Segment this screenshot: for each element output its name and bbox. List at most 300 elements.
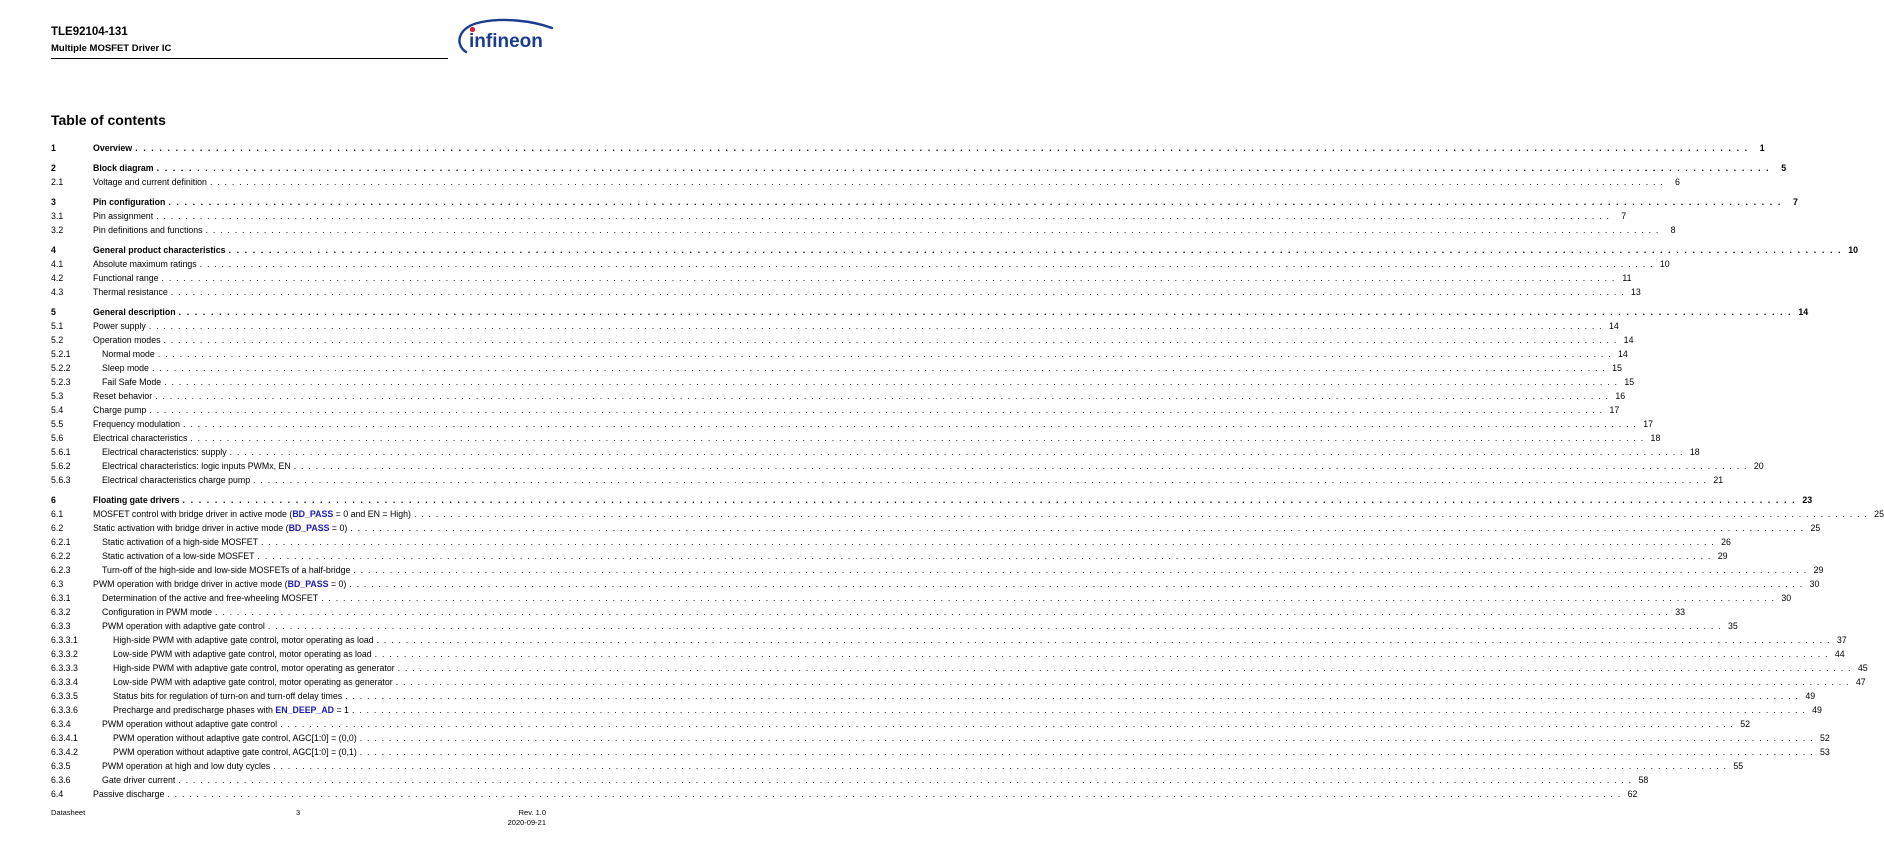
toc-entry-title-text: Sleep mode (102, 363, 149, 373)
toc-entry-title (113, 675, 396, 689)
toc-entry-page: 7 (1793, 197, 1798, 207)
toc-leader-dots: . . . . . . . . . . . . . . . . . . . . . . . . . . . . . . . . . . . . . . . . . . . . . . . . . . . . . . . . . . . . . . . . . . . . . . . . . . . . . . . . . . . . . . . . . . . . . . . . . . . . . . . . . . . . . . . . . . . . . . . . . . . . . . . . . . . . . . . . . . . . . . . . . . . . . . . . . . . . . . . . . . . . . . . . . . . . . . . . . . . . . . . . . . . . . . . . . . . . . . . . (199, 259, 1654, 269)
toc-entry-number: 6.3.3 (51, 621, 71, 631)
toc-entry-number: 6.3.2 (51, 607, 71, 617)
toc-entry[interactable] (51, 591, 1792, 605)
table-of-contents (51, 141, 1884, 801)
toc-entry[interactable] (51, 175, 1680, 189)
toc-leader-dots: . . . . . . . . . . . . . . . . . . . . . . . . . . . . . . . . . . . . . . . . . . . . . . . . . . . . . . . . . . . . . . . . . . . . . . . . . . . . . . . . . . . . . . . . . . . . . . . . . . . . . . . . . . . . . . . . . . . . . . . . . . . . . . . . . . . . . . . . . . . . . . . . . . . . . . . . . . . . . . . . . . . . . . . . . . . . . . . . . . . . . . . . . . . . . . . . . . . . . . . . (359, 733, 1814, 743)
toc-entry-page: 55 (1733, 761, 1744, 771)
toc-entry-number: 6.2.2 (51, 551, 71, 561)
toc-entry-number: 6.3 (51, 579, 64, 589)
toc-entry[interactable] (51, 445, 1700, 459)
toc-entry-title-line (102, 759, 1744, 773)
toc-entry-title-text: PWM operation with adaptive gate control (102, 621, 265, 631)
toc-leader-dots: . . . . . . . . . . . . . . . . . . . . . . . . . . . . . . . . . . . . . . . . . . . . . . . . . . . . . . . . . . . . . . . . . . . . . . . . . . . . . . . . . . . . . . . . . . . . . . . . . . . . . . . . . . . . . . . . . . . . . . . . . . . . . . . . . . . . . . . . . . . . . . . . . . . . . . . . . . . . . . . . . . . . . . . . . . . . . . . . . . . . . . . . . . . . . . . . . . . . . . . . (395, 677, 1850, 687)
toc-entry-title-line (93, 285, 1641, 299)
toc-entry-number: 6 (51, 495, 56, 505)
toc-leader-dots: . . . . . . . . . . . . . . . . . . . . . . . . . . . . . . . . . . . . . . . . . . . . . . . . . . . . . . . . . . . . . . . . . . . . . . . . . . . . . . . . . . . . . . . . . . . . . . . . . . . . . . . . . . . . . . . . . . . . . . . . . . . . . . . . . . . . . . . . . . . . . . . . . . . . . . . . . . . . . . . . . . . . . . . . . . . . . . . . . . . . . . . . . . . . . . . . . . . . . . . . (168, 197, 1782, 207)
toc-entry-title-text: PWM operation with bridge driver in active mode ( (93, 579, 288, 589)
toc-entry[interactable] (51, 361, 1622, 375)
toc-entry-page: 35 (1728, 621, 1738, 631)
toc-entry-number: 6.3.5 (51, 761, 71, 771)
toc-entry-page: 18 (1650, 433, 1661, 443)
toc-leader-dots: . . . . . . . . . . . . . . . . . . . . . . . . . . . . . . . . . . . . . . . . . . . . . . . . . . . . . . . . . . . . . . . . . . . . . . . . . . . . . . . . . . . . . . . . . . . . . . . . . . . . . . . . . . . . . . . . . . . . . . . . . . . . . . . . . . . . . . . . . . . . . . . . . . . . . . . . . . . . . . . . . . . . . . . . . . . . . . . . . . . . . . . . . . . . . . . . . . . . . . . . (170, 287, 1625, 297)
toc-entry-page: 14 (1618, 349, 1628, 359)
toc-entry-title-text: Pin configuration (93, 197, 166, 207)
toc-entry-number: 6.3.4.2 (51, 747, 78, 757)
toc-leader-dots: . . . . . . . . . . . . . . . . . . . . . . . . . . . . . . . . . . . . . . . . . . . . . . . . . . . . . . . . . . . . . . . . . . . . . . . . . . . . . . . . . . . . . . . . . . . . . . . . . . . . . . . . . . . . . . . . . . . . . . . . . . . . . . . . . . . . . . . . . . . . . . . . . . . . . . . . . . . . . . . . . . . . . . . . . . . . . . . . . . . . . . . . . . . . . . . . . . . . . . . . (156, 163, 1771, 173)
toc-entry-title (93, 521, 350, 535)
logo-text: infineon (469, 31, 543, 52)
footer-rev: Rev. 1.0 (518, 808, 546, 817)
toc-entry-title-text: Charge pump (93, 405, 147, 415)
toc-entry-number: 1 (51, 143, 56, 153)
toc-entry-page: 25 (1874, 509, 1884, 519)
toc-entry-number: 6.3.3.6 (51, 705, 78, 715)
toc-entry[interactable] (51, 773, 1649, 787)
toc-entry[interactable] (51, 209, 1627, 223)
toc-entry-title-line (113, 675, 1866, 689)
toc-entry-number: 6.3.1 (51, 593, 71, 603)
toc-entry-number: 5.5 (51, 419, 64, 429)
toc-entry-title-text: Operation modes (93, 335, 161, 345)
toc-leader-dots: . . . . . . . . . . . . . . . . . . . . . . . . . . . . . . . . . . . . . . . . . . . . . . . . . . . . . . . . . . . . . . . . . . . . . . . . . . . . . . . . . . . . . . . . . . . . . . . . . . . . . . . . . . . . . . . . . . . . . . . . . . . . . . . . . . . . . . . . . . . . . . . . . . . . . . . . . . . . . . . . . . . . . . . . . . . . . . . . . . . . . . . . . . . . . . . . . . . . . . . . (280, 719, 1735, 729)
toc-entry-title-text: Low-side PWM with adaptive gate control, motor operating as generator (113, 677, 393, 687)
toc-entry-title (102, 459, 294, 473)
toc-entry-title-text: High-side PWM with adaptive gate control, motor operating as generator (113, 663, 395, 673)
toc-entry-title (113, 647, 375, 661)
toc-entry-title-line (93, 431, 1661, 445)
toc-entry-title-line (93, 209, 1627, 223)
toc-entry[interactable] (51, 403, 1620, 417)
toc-entry-title (102, 375, 164, 389)
toc-entry-title (102, 773, 178, 787)
toc-entry-page: 23 (1802, 495, 1813, 505)
toc-leader-dots: . . . . . . . . . . . . . . . . . . . . . . . . . . . . . . . . . . . . . . . . . . . . . . . . . . . . . . . . . . . . . . . . . . . . . . . . . . . . . . . . . . . . . . . . . . . . . . . . . . . . . . . . . . . . . . . . . . . . . . . . . . . . . . . . . . . . . . . . . . . . . . . . . . . . . . . . . . . . . . . . . . . . . . . . . . . . . . . . . . . . . . . . . . . . . . . . . . . . . . . . (215, 607, 1669, 617)
toc-entry-title (93, 243, 229, 257)
toc-entry-page: 5 (1781, 163, 1787, 173)
toc-entry-title-line (102, 473, 1724, 487)
register-field-link[interactable]: EN_DEEP_AD (275, 705, 335, 715)
toc-entry-number: 5.6.3 (51, 475, 71, 485)
toc-entry-title-text: PWM operation without adaptive gate control (102, 719, 278, 729)
toc-entry-title-line (113, 647, 1845, 661)
toc-entry[interactable] (51, 731, 1830, 745)
toc-entry-page: 11 (1622, 273, 1632, 283)
toc-entry[interactable] (51, 689, 1816, 703)
toc-entry-title (93, 319, 149, 333)
toc-entry[interactable] (51, 759, 1744, 773)
toc-entry-title-line (113, 731, 1830, 745)
toc-entry-page: 6 (1675, 177, 1680, 187)
toc-entry-title-line (93, 223, 1676, 237)
toc-entry[interactable] (51, 675, 1866, 689)
toc-entry-title (93, 403, 149, 417)
toc-entry-title-text: Thermal resistance (93, 287, 168, 297)
toc-entry-title-line (93, 175, 1680, 189)
toc-entry-title-line (102, 347, 1628, 361)
toc-entry-title (102, 445, 230, 459)
toc-entry[interactable] (51, 647, 1845, 661)
toc-entry-title-suffix: = 1 (334, 705, 349, 715)
toc-leader-dots: . . . . . . . . . . . . . . . . . . . . . . . . . . . . . . . . . . . . . . . . . . . . . . . . . . . . . . . . . . . . . . . . . . . . . . . . . . . . . . . . . . . . . . . . . . . . . . . . . . . . . . . . . . . . . . . . . . . . . . . . . . . . . . . . . . . . . . . . . . . . . . . . . . . . . . . . . . . . . . . . . . . . . . . . . . . . . . . . . . . . . . . . . . . . . . . . . . . . . . . . (376, 635, 1831, 645)
toc-entry-number: 6.3.3.4 (51, 677, 78, 687)
toc-entry-title-suffix: = 0) (328, 579, 347, 589)
toc-entry-page: 47 (1855, 677, 1866, 687)
toc-entry-title (102, 717, 280, 731)
toc-entry[interactable] (51, 745, 1830, 759)
toc-leader-dots: . . . . . . . . . . . . . . . . . . . . . . . . . . . . . . . . . . . . . . . . . . . . . . . . . . . . . . . . . . . . . . . . . . . . . . . . . . . . . . . . . . . . . . . . . . . . . . . . . . . . . . . . . . . . . . . . . . . . . . . . . . . . . . . . . . . . . . . . . . . . . . . . . . . . . . . . . . . . . . . . . . . . . . . . . . . . . . . . . . . . . . . . . . . . . . . . . . . . . . . . (178, 775, 1633, 785)
toc-leader-dots: . . . . . . . . . . . . . . . . . . . . . . . . . . . . . . . . . . . . . . . . . . . . . . . . . . . . . . . . . . . . . . . . . . . . . . . . . . . . . . . . . . . . . . . . . . . . . . . . . . . . . . . . . . . . . . . . . . . . . . . . . . . . . . . . . . . . . . . . . . . . . . . . . . . . . . . . . . . . . . . . . . . . . . . . . . . . . . . . . . . . . . . . . . . . . . . . . . . . . . . . (321, 593, 1776, 603)
toc-leader-dots: . . . . . . . . . . . . . . . . . . . . . . . . . . . . . . . . . . . . . . . . . . . . . . . . . . . . . . . . . . . . . . . . . . . . . . . . . . . . . . . . . . . . . . . . . . . . . . . . . . . . . . . . . . . . . . . . . . . . . . . . . . . . . . . . . . . . . . . . . . . . . . . . . . . . . . . . . . . . . . . . . . . . . . . . . . . . . . . . . . . . . . . . . . . . . . . . . . . . . . . . (257, 551, 1712, 561)
toc-entry-number: 6.3.6 (51, 775, 71, 785)
toc-entry-title-suffix: = 0) (329, 523, 348, 533)
toc-entry-number: 6.1 (51, 509, 64, 519)
toc-entry-page: 25 (1810, 523, 1821, 533)
toc-entry[interactable] (51, 195, 1798, 209)
toc-entry[interactable] (51, 619, 1738, 633)
toc-entry-title-text: General product characteristics (93, 245, 226, 255)
toc-leader-dots: . . . . . . . . . . . . . . . . . . . . . . . . . . . . . . . . . . . . . . . . . . . . . . . . . . . . . . . . . . . . . . . . . . . . . . . . . . . . . . . . . . . . . . . . . . . . . . . . . . . . . . . . . . . . . . . . . . . . . . . . . . . . . . . . . . . . . . . . . . . . . . . . . . . . . . . . . . . . . . . . . . . . . . . . . . . . . . . . . . . . . . . . . . . . . . . . . . . . . . . . (397, 663, 1852, 673)
toc-entry-title (93, 257, 200, 271)
toc-entry-page: 52 (1740, 719, 1751, 729)
toc-leader-dots: . . . . . . . . . . . . . . . . . . . . . . . . . . . . . . . . . . . . . . . . . . . . . . . . . . . . . . . . . . . . . . . . . . . . . . . . . . . . . . . . . . . . . . . . . . . . . . . . . . . . . . . . . . . . . . . . . . . . . . . . . . . . . . . . . . . . . . . . . . . . . . . . . . . . . . . . . . . . . . . . . . . . . . . . . . . . . . . . . . . . . . . . . . . . . . . . . . . . . . . . (151, 363, 1606, 373)
toc-entry-title-text: Static activation of a high-side MOSFET (102, 537, 258, 547)
toc-entry-title-line (93, 271, 1632, 285)
toc-entry-page: 15 (1612, 363, 1622, 373)
toc-entry-title-text: Low-side PWM with adaptive gate control, motor operating as load (113, 649, 372, 659)
toc-entry-page: 16 (1615, 391, 1626, 401)
toc-entry-title (93, 389, 155, 403)
toc-entry[interactable] (51, 535, 1731, 549)
toc-leader-dots: . . . . . . . . . . . . . . . . . . . . . . . . . . . . . . . . . . . . . . . . . . . . . . . . . . . . . . . . . . . . . . . . . . . . . . . . . . . . . . . . . . . . . . . . . . . . . . . . . . . . . . . . . . . . . . . . . . . . . . . . . . . . . . . . . . . . . . . . . . . . . . . . . . . . . . . . . . . . . . . . . . . . . . . . . . . . . . . . . . . . . . . . . . . . . . . . . . . . . . . . (349, 579, 1804, 589)
toc-entry-number: 2 (51, 163, 56, 173)
toc-entry[interactable] (51, 493, 1813, 507)
toc-leader-dots: . . . . . . . . . . . . . . . . . . . . . . . . . . . . . . . . . . . . . . . . . . . . . . . . . . . . . . . . . . . . . . . . . . . . . . . . . . . . . . . . . . . . . . . . . . . . . . . . . . . . . . . . . . . . . . . . . . . . . . . . . . . . . . . . . . . . . . . . . . . . . . . . . . . . . . . . . . . . . . . . . . . . . . . . . . . . . . . . . . . . . . . . . . . . . . . . . . . . . . . . (148, 321, 1603, 331)
toc-entry-title-text: Electrical characteristics charge pump (102, 475, 251, 485)
toc-entry-number: 5.1 (51, 321, 64, 331)
toc-entry-title-line (93, 243, 1859, 257)
toc-entry-title-text: General description (93, 307, 176, 317)
toc-entry-number: 6.3.4 (51, 719, 71, 729)
toc-entry-number: 6.3.3.5 (51, 691, 78, 701)
toc-entry[interactable] (51, 243, 1859, 257)
toc-entry-page: 21 (1713, 475, 1724, 485)
toc-entry[interactable] (51, 459, 1764, 473)
toc-leader-dots: . . . . . . . . . . . . . . . . . . . . . . . . . . . . . . . . . . . . . . . . . . . . . . . . . . . . . . . . . . . . . . . . . . . . . . . . . . . . . . . . . . . . . . . . . . . . . . . . . . . . . . . . . . . . . . . . . . . . . . . . . . . . . . . . . . . . . . . . . . . . . . . . . . . . . . . . . . . . . . . . . . . . . . . . . . . . . . . . . . . . . . . . . . . . . . . . . . . . . . . . (205, 225, 1660, 235)
toc-entry-number: 2.1 (51, 177, 64, 187)
toc-entry-title (102, 549, 258, 563)
toc-entry-title (113, 745, 360, 759)
toc-entry-number: 4.2 (51, 273, 64, 283)
toc-entry-page: 10 (1659, 259, 1670, 269)
toc-entry-page: 18 (1689, 447, 1700, 457)
toc-leader-dots: . . . . . . . . . . . . . . . . . . . . . . . . . . . . . . . . . . . . . . . . . . . . . . . . . . . . . . . . . . . . . . . . . . . . . . . . . . . . . . . . . . . . . . . . . . . . . . . . . . . . . . . . . . . . . . . . . . . . . . . . . . . . . . . . . . . . . . . . . . . . . . . . . . . . . . . . . . . . . . . . . . . . . . . . . . . . . . . . . . . . . . . . . . . . . . . . . . . . . . . . (260, 537, 1715, 547)
toc-entry-title (93, 305, 179, 319)
toc-entry-title-line (102, 361, 1622, 375)
toc-entry-page: 62 (1627, 789, 1638, 799)
toc-entry-title-text: Static activation of a low-side MOSFET (102, 551, 255, 561)
toc-entry-number: 3.1 (51, 211, 64, 221)
toc-entry-title (102, 619, 268, 633)
toc-entry-number: 5.4 (51, 405, 64, 415)
toc-entry-title-text: Gate driver current (102, 775, 176, 785)
toc-entry[interactable] (51, 507, 1884, 521)
toc-entry-title-line (113, 703, 1822, 717)
toc-entry-number: 6.2.3 (51, 565, 71, 575)
toc-entry-title-line (93, 389, 1626, 403)
toc-entry-page: 49 (1812, 705, 1822, 715)
toc-leader-dots: . . . . . . . . . . . . . . . . . . . . . . . . . . . . . . . . . . . . . . . . . . . . . . . . . . . . . . . . . . . . . . . . . . . . . . . . . . . . . . . . . . . . . . . . . . . . . . . . . . . . . . . . . . . . . . . . . . . . . . . . . . . . . . . . . . . . . . . . . . . . . . . . . . . . . . . . . . . . . . . . . . . . . . . . . . . . . . . . . . . . . . . . . . . . . . . . . . . . . . . . (273, 761, 1728, 771)
toc-entry-number: 4 (51, 245, 56, 255)
toc-entry-title (113, 731, 360, 745)
toc-entry[interactable] (51, 787, 1638, 801)
toc-entry-title-text: Electrical characteristics: logic inputs PWMx, EN (102, 461, 291, 471)
toc-entry-page: 44 (1834, 649, 1845, 659)
toc-leader-dots: . . . . . . . . . . . . . . . . . . . . . . . . . . . . . . . . . . . . . . . . . . . . . . . . . . . . . . . . . . . . . . . . . . . . . . . . . . . . . . . . . . . . . . . . . . . . . . . . . . . . . . . . . . . . . . . . . . . . . . . . . . . . . . . . . . . . . . . . . . . . . . . . . . . . . . . . . . . . . . . . . . . . . . . . . . . . . . . . . . . . . . . . . . . . . . . . . . . . . . . . (350, 523, 1805, 533)
toc-entry-page: 15 (1624, 377, 1635, 387)
toc-entry[interactable] (51, 375, 1635, 389)
toc-entry-page: 7 (1621, 211, 1627, 221)
toc-entry-title-line (113, 745, 1830, 759)
toc-leader-dots: . . . . . . . . . . . . . . . . . . . . . . . . . . . . . . . . . . . . . . . . . . . . . . . . . . . . . . . . . . . . . . . . . . . . . . . . . . . . . . . . . . . . . . . . . . . . . . . . . . . . . . . . . . . . . . . . . . . . . . . . . . . . . . . . . . . . . . . . . . . . . . . . . . . . . . . . . . . . . . . . . . . . . . . . . . . . . . . . . . . . . . . . . . . . . . . . . . . . . . . . (229, 447, 1684, 457)
toc-entry-page: 8 (1670, 225, 1676, 235)
toc-leader-dots: . . . . . . . . . . . . . . . . . . . . . . . . . . . . . . . . . . . . . . . . . . . . . . . . . . . . . . . . . . . . . . . . . . . . . . . . . . . . . . . . . . . . . . . . . . . . . . . . . . . . . . . . . . . . . . . . . . . . . . . . . . . . . . . . . . . . . . . . . . . . . . . . . . . . . . . . . . . . . . . . . . . . . . . . . . . . . . . . . . . . . . . . . . . . . . . . . . . . . . . . (135, 143, 1749, 153)
toc-entry-title-text: Static activation with bridge driver in active mode ( (93, 523, 289, 533)
toc-entry-title-line (93, 333, 1634, 347)
toc-entry-title-text: Normal mode (102, 349, 155, 359)
toc-leader-dots: . . . . . . . . . . . . . . . . . . . . . . . . . . . . . . . . . . . . . . . . . . . . . . . . . . . . . . . . . . . . . . . . . . . . . . . . . . . . . . . . . . . . . . . . . . . . . . . . . . . . . . . . . . . . . . . . . . . . . . . . . . . . . . . . . . . . . . . . . . . . . . . . . . . . . . . . . . . . . . . . . . . . . . . . . . . . . . . . . . . . . . . . . . . . . . . . . . . . . . . . (374, 649, 1829, 659)
toc-entry-number: 5 (51, 307, 56, 317)
toc-entry-page: 14 (1609, 321, 1619, 331)
toc-entry-title-text: Voltage and current definition (93, 177, 207, 187)
toc-leader-dots: . . . . . . . . . . . . . . . . . . . . . . . . . . . . . . . . . . . . . . . . . . . . . . . . . . . . . . . . . . . . . . . . . . . . . . . . . . . . . . . . . . . . . . . . . . . . . . . . . . . . . . . . . . . . . . . . . . . . . . . . . . . . . . . . . . . . . . . . . . . . . . . . . . . . . . . . . . . . . . . . . . . . . . . . . . . . . . . . . . . . . . . . . . . . . . . . . . . . . . . . (161, 273, 1616, 283)
register-field-link[interactable]: BD_PASS (287, 579, 329, 589)
toc-entry[interactable] (51, 661, 1868, 675)
toc-entry-title-line (93, 257, 1670, 271)
toc-entry[interactable] (51, 521, 1821, 535)
toc-entry-title-line (113, 689, 1816, 703)
document-title: TLE92104-131 (51, 26, 128, 38)
toc-entry[interactable] (51, 347, 1628, 361)
toc-entry-title (93, 271, 162, 285)
toc-entry-title-text: MOSFET control with bridge driver in active mode ( (93, 509, 293, 519)
toc-entry-page: 17 (1643, 419, 1654, 429)
toc-entry[interactable] (51, 333, 1634, 347)
toc-entry-number: 5.6 (51, 433, 64, 443)
toc-entry[interactable] (51, 389, 1626, 403)
toc-entry-page: 13 (1631, 287, 1641, 297)
toc-entry-title (93, 493, 183, 507)
toc-entry-title (93, 333, 163, 347)
toc-entry-title (93, 507, 414, 521)
toc-entry[interactable] (51, 285, 1641, 299)
toc-entry-number: 5.2.2 (51, 363, 71, 373)
toc-entry-page: 53 (1819, 747, 1830, 757)
toc-heading: Table of contents (51, 112, 166, 128)
toc-entry-title-line (113, 633, 1847, 647)
toc-entry[interactable] (51, 431, 1661, 445)
toc-entry-page: 20 (1753, 461, 1764, 471)
toc-leader-dots: . . . . . . . . . . . . . . . . . . . . . . . . . . . . . . . . . . . . . . . . . . . . . . . . . . . . . . . . . . . . . . . . . . . . . . . . . . . . . . . . . . . . . . . . . . . . . . . . . . . . . . . . . . . . . . . . . . . . . . . . . . . . . . . . . . . . . . . . . . . . . . . . . . . . . . . . . . . . . . . . . . . . . . . . . . . . . . . . . . . . . . . . . . . . . . . . . . . . . . . . (156, 211, 1611, 221)
toc-entry-title-text: Frequency modulation (93, 419, 181, 429)
toc-entry-title-line (93, 305, 1809, 319)
toc-entry-number: 5.6.1 (51, 447, 71, 457)
toc-entry[interactable] (51, 633, 1847, 647)
toc-entry-number: 6.3.4.1 (51, 733, 78, 743)
toc-leader-dots: . . . . . . . . . . . . . . . . . . . . . . . . . . . . . . . . . . . . . . . . . . . . . . . . . . . . . . . . . . . . . . . . . . . . . . . . . . . . . . . . . . . . . . . . . . . . . . . . . . . . . . . . . . . . . . . . . . . . . . . . . . . . . . . . . . . . . . . . . . . . . . . . . . . . . . . . . . . . . . . . . . . . . . . . . . . . . . . . . . . . . . . . . . . . . . . . . . . . . . . . (164, 377, 1619, 387)
toc-entry-number: 3 (51, 197, 56, 207)
toc-entry-title-line (93, 521, 1821, 535)
toc-entry-page: 33 (1675, 607, 1685, 617)
footer-page-number: 3 (296, 808, 301, 817)
toc-entry-number: 6.3.3.3 (51, 663, 78, 673)
toc-entry-title-line (93, 493, 1813, 507)
toc-entry-title (113, 689, 345, 703)
toc-entry-number: 5.3 (51, 391, 64, 401)
toc-entry-page: 49 (1805, 691, 1816, 701)
toc-entry[interactable] (51, 605, 1685, 619)
toc-entry-title-line (93, 141, 1765, 155)
toc-entry-title (93, 209, 156, 223)
toc-entry-title-text: Pin definitions and functions (93, 225, 203, 235)
toc-entry[interactable] (51, 549, 1728, 563)
toc-entry-title-text: Precharge and predischarge phases with (113, 705, 276, 715)
header-divider (51, 58, 448, 59)
toc-entry-title-line (93, 507, 1884, 521)
toc-entry[interactable] (51, 577, 1820, 591)
footer-doc-type: Datasheet (51, 808, 86, 817)
toc-entry-number: 6.4 (51, 789, 64, 799)
toc-entry[interactable] (51, 717, 1751, 731)
toc-leader-dots: . . . . . . . . . . . . . . . . . . . . . . . . . . . . . . . . . . . . . . . . . . . . . . . . . . . . . . . . . . . . . . . . . . . . . . . . . . . . . . . . . . . . . . . . . . . . . . . . . . . . . . . . . . . . . . . . . . . . . . . . . . . . . . . . . . . . . . . . . . . . . . . . . . . . . . . . . . . . . . . . . . . . . . . . . . . . . . . . . . . . . . . . . . . . . . . . . . . . . . . . (293, 461, 1748, 471)
toc-leader-dots: . . . . . . . . . . . . . . . . . . . . . . . . . . . . . . . . . . . . . . . . . . . . . . . . . . . . . . . . . . . . . . . . . . . . . . . . . . . . . . . . . . . . . . . . . . . . . . . . . . . . . . . . . . . . . . . . . . . . . . . . . . . . . . . . . . . . . . . . . . . . . . . . . . . . . . . . . . . . . . . . . . . . . . . . . . . . . . . . . . . . . . . . . . . . . . . . . . . . . . . . (413, 509, 1868, 519)
toc-entry-title-line (102, 591, 1792, 605)
toc-entry-number: 3.2 (51, 225, 64, 235)
toc-entry-title (102, 347, 158, 361)
toc-leader-dots: . . . . . . . . . . . . . . . . . . . . . . . . . . . . . . . . . . . . . . . . . . . . . . . . . . . . . . . . . . . . . . . . . . . . . . . . . . . . . . . . . . . . . . . . . . . . . . . . . . . . . . . . . . . . . . . . . . . . . . . . . . . . . . . . . . . . . . . . . . . . . . . . . . . . . . . . . . . . . . . . . . . . . . . . . . . . . . . . . . . . . . . . . . . . . . . . . . . . . . . . (155, 391, 1610, 401)
toc-entry-number: 4.3 (51, 287, 64, 297)
toc-entry[interactable] (51, 305, 1809, 319)
toc-entry-title (93, 195, 168, 209)
toc-entry-title (93, 141, 135, 155)
toc-entry[interactable] (51, 271, 1632, 285)
toc-entry-title (102, 361, 152, 375)
toc-entry-number: 5.2.3 (51, 377, 71, 387)
toc-entry-title-text: Absolute maximum ratings (93, 259, 197, 269)
toc-entry-title (102, 759, 273, 773)
footer-revision (508, 808, 546, 828)
toc-entry-page: 14 (1623, 335, 1634, 345)
toc-entry-title (113, 703, 352, 717)
toc-entry-title-text: Electrical characteristics: supply (102, 447, 227, 457)
toc-entry[interactable] (51, 223, 1676, 237)
toc-leader-dots: . . . . . . . . . . . . . . . . . . . . . . . . . . . . . . . . . . . . . . . . . . . . . . . . . . . . . . . . . . . . . . . . . . . . . . . . . . . . . . . . . . . . . . . . . . . . . . . . . . . . . . . . . . . . . . . . . . . . . . . . . . . . . . . . . . . . . . . . . . . . . . . . . . . . . . . . . . . . . . . . . . . . . . . . . . . . . . . . . . . . . . . . . . . . . . . . . . . . . . . . (178, 307, 1793, 317)
toc-entry[interactable] (51, 161, 1787, 175)
toc-entry-title-line (93, 319, 1619, 333)
toc-entry-title-text: Turn-off of the high-side and low-side MOSFETs of a half-bridge (102, 565, 351, 575)
toc-entry-number: 4.1 (51, 259, 64, 269)
toc-entry-number: 6.2 (51, 523, 64, 533)
toc-entry-number: 6.2.1 (51, 537, 71, 547)
toc-entry-title-text: High-side PWM with adaptive gate control, motor operating as load (113, 635, 374, 645)
toc-entry-title (113, 661, 398, 675)
toc-entry-title-text: Power supply (93, 321, 146, 331)
toc-entry-number: 5.2 (51, 335, 64, 345)
toc-entry-title-suffix: = 0 and EN = High) (333, 509, 411, 519)
toc-entry-title (93, 431, 190, 445)
toc-entry-title-line (102, 445, 1700, 459)
footer-date: 2020-09-21 (507, 818, 546, 827)
toc-entry-number: 5.6.2 (51, 461, 71, 471)
toc-entry-page: 29 (1813, 565, 1824, 575)
toc-leader-dots: . . . . . . . . . . . . . . . . . . . . . . . . . . . . . . . . . . . . . . . . . . . . . . . . . . . . . . . . . . . . . . . . . . . . . . . . . . . . . . . . . . . . . . . . . . . . . . . . . . . . . . . . . . . . . . . . . . . . . . . . . . . . . . . . . . . . . . . . . . . . . . . . . . . . . . . . . . . . . . . . . . . . . . . . . . . . . . . . . . . . . . . . . . . . . . . . . . . . . . . . (149, 405, 1604, 415)
toc-entry-title-text: PWM operation without adaptive gate control, AGC[1:0] = (0,0) (113, 733, 357, 743)
toc-entry-title-text: Reset behavior (93, 391, 153, 401)
toc-entry-title-text: Floating gate drivers (93, 495, 180, 505)
toc-entry[interactable] (51, 473, 1724, 487)
toc-entry-title-line (93, 577, 1820, 591)
toc-entry-page: 30 (1781, 593, 1792, 603)
toc-entry[interactable] (51, 703, 1822, 717)
toc-leader-dots: . . . . . . . . . . . . . . . . . . . . . . . . . . . . . . . . . . . . . . . . . . . . . . . . . . . . . . . . . . . . . . . . . . . . . . . . . . . . . . . . . . . . . . . . . . . . . . . . . . . . . . . . . . . . . . . . . . . . . . . . . . . . . . . . . . . . . . . . . . . . . . . . . . . . . . . . . . . . . . . . . . . . . . . . . . . . . . . . . . . . . . . . . . . . . . . . . . . . . . . . (190, 433, 1645, 443)
toc-entry-page: 45 (1857, 663, 1868, 673)
toc-entry-title-line (102, 605, 1685, 619)
toc-entry[interactable] (51, 417, 1654, 431)
toc-entry[interactable] (51, 563, 1824, 577)
toc-entry-page: 52 (1819, 733, 1830, 743)
toc-leader-dots: . . . . . . . . . . . . . . . . . . . . . . . . . . . . . . . . . . . . . . . . . . . . . . . . . . . . . . . . . . . . . . . . . . . . . . . . . . . . . . . . . . . . . . . . . . . . . . . . . . . . . . . . . . . . . . . . . . . . . . . . . . . . . . . . . . . . . . . . . . . . . . . . . . . . . . . . . . . . . . . . . . . . . . . . . . . . . . . . . . . . . . . . . . . . . . . . . . . . . . . . (183, 419, 1638, 429)
toc-entry-title-text: Passive discharge (93, 789, 165, 799)
toc-entry-page: 29 (1717, 551, 1728, 561)
toc-leader-dots: . . . . . . . . . . . . . . . . . . . . . . . . . . . . . . . . . . . . . . . . . . . . . . . . . . . . . . . . . . . . . . . . . . . . . . . . . . . . . . . . . . . . . . . . . . . . . . . . . . . . . . . . . . . . . . . . . . . . . . . . . . . . . . . . . . . . . . . . . . . . . . . . . . . . . . . . . . . . . . . . . . . . . . . . . . . . . . . . . . . . . . . . . . . . . . . . . . . . . . . . (253, 475, 1708, 485)
toc-leader-dots: . . . . . . . . . . . . . . . . . . . . . . . . . . . . . . . . . . . . . . . . . . . . . . . . . . . . . . . . . . . . . . . . . . . . . . . . . . . . . . . . . . . . . . . . . . . . . . . . . . . . . . . . . . . . . . . . . . . . . . . . . . . . . . . . . . . . . . . . . . . . . . . . . . . . . . . . . . . . . . . . . . . . . . . . . . . . . . . . . . . . . . . . . . . . . . . . . . . . . . . . (359, 747, 1814, 757)
toc-entry[interactable] (51, 257, 1670, 271)
toc-entry-title-line (102, 717, 1751, 731)
toc-entry-page: 1 (1759, 143, 1765, 153)
toc-entry-title-line (93, 195, 1798, 209)
toc-entry-title-text: Status bits for regulation of turn-on and turn-off delay times (113, 691, 343, 701)
toc-entry-title-line (93, 787, 1638, 801)
toc-entry-title-line (102, 535, 1731, 549)
toc-entry-title (102, 535, 261, 549)
toc-entry-number: 6.3.3.2 (51, 649, 78, 659)
toc-entry[interactable] (51, 319, 1619, 333)
toc-leader-dots: . . . . . . . . . . . . . . . . . . . . . . . . . . . . . . . . . . . . . . . . . . . . . . . . . . . . . . . . . . . . . . . . . . . . . . . . . . . . . . . . . . . . . . . . . . . . . . . . . . . . . . . . . . . . . . . . . . . . . . . . . . . . . . . . . . . . . . . . . . . . . . . . . . . . . . . . . . . . . . . . . . . . . . . . . . . . . . . . . . . . . . . . . . . . . . . . . . . . . . . . (345, 691, 1800, 701)
toc-entry-title (102, 605, 215, 619)
toc-leader-dots: . . . . . . . . . . . . . . . . . . . . . . . . . . . . . . . . . . . . . . . . . . . . . . . . . . . . . . . . . . . . . . . . . . . . . . . . . . . . . . . . . . . . . . . . . . . . . . . . . . . . . . . . . . . . . . . . . . . . . . . . . . . . . . . . . . . . . . . . . . . . . . . . . . . . . . . . . . . . . . . . . . . . . . . . . . . . . . . . . . . . . . . . . . . . . . . . . . . . . . . . (182, 495, 1797, 505)
toc-entry-title-text: Fail Safe Mode (102, 377, 162, 387)
toc-entry-page: 10 (1848, 245, 1859, 255)
toc-entry-page: 30 (1809, 579, 1820, 589)
toc-leader-dots: . . . . . . . . . . . . . . . . . . . . . . . . . . . . . . . . . . . . . . . . . . . . . . . . . . . . . . . . . . . . . . . . . . . . . . . . . . . . . . . . . . . . . . . . . . . . . . . . . . . . . . . . . . . . . . . . . . . . . . . . . . . . . . . . . . . . . . . . . . . . . . . . . . . . . . . . . . . . . . . . . . . . . . . . . . . . . . . . . . . . . . . . . . . . . . . . . . . . . . . . (157, 349, 1612, 359)
toc-leader-dots: . . . . . . . . . . . . . . . . . . . . . . . . . . . . . . . . . . . . . . . . . . . . . . . . . . . . . . . . . . . . . . . . . . . . . . . . . . . . . . . . . . . . . . . . . . . . . . . . . . . . . . . . . . . . . . . . . . . . . . . . . . . . . . . . . . . . . . . . . . . . . . . . . . . . . . . . . . . . . . . . . . . . . . . . . . . . . . . . . . . . . . . . . . . . . . . . . . . . . . . . (209, 177, 1664, 187)
toc-entry-title (113, 633, 377, 647)
toc-leader-dots: . . . . . . . . . . . . . . . . . . . . . . . . . . . . . . . . . . . . . . . . . . . . . . . . . . . . . . . . . . . . . . . . . . . . . . . . . . . . . . . . . . . . . . . . . . . . . . . . . . . . . . . . . . . . . . . . . . . . . . . . . . . . . . . . . . . . . . . . . . . . . . . . . . . . . . . . . . . . . . . . . . . . . . . . . . . . . . . . . . . . . . . . . . . . . . . . . . . . . . . . (163, 335, 1618, 345)
register-field-link[interactable]: BD_PASS (292, 509, 334, 519)
toc-entry-title-text: Determination of the active and free-wheeling MOSFET (102, 593, 319, 603)
toc-entry-title-line (102, 619, 1738, 633)
document-subtitle: Multiple MOSFET Driver IC (51, 43, 172, 54)
toc-leader-dots: . . . . . . . . . . . . . . . . . . . . . . . . . . . . . . . . . . . . . . . . . . . . . . . . . . . . . . . . . . . . . . . . . . . . . . . . . . . . . . . . . . . . . . . . . . . . . . . . . . . . . . . . . . . . . . . . . . . . . . . . . . . . . . . . . . . . . . . . . . . . . . . . . . . . . . . . . . . . . . . . . . . . . . . . . . . . . . . . . . . . . . . . . . . . . . . . . . . . . . . . (228, 245, 1843, 255)
toc-entry-page: 37 (1836, 635, 1847, 645)
toc-entry-title-line (93, 403, 1620, 417)
register-field-link[interactable]: BD_PASS (288, 523, 330, 533)
toc-entry[interactable] (51, 141, 1765, 155)
toc-entry-title-line (93, 161, 1787, 175)
toc-entry-title-line (102, 549, 1728, 563)
